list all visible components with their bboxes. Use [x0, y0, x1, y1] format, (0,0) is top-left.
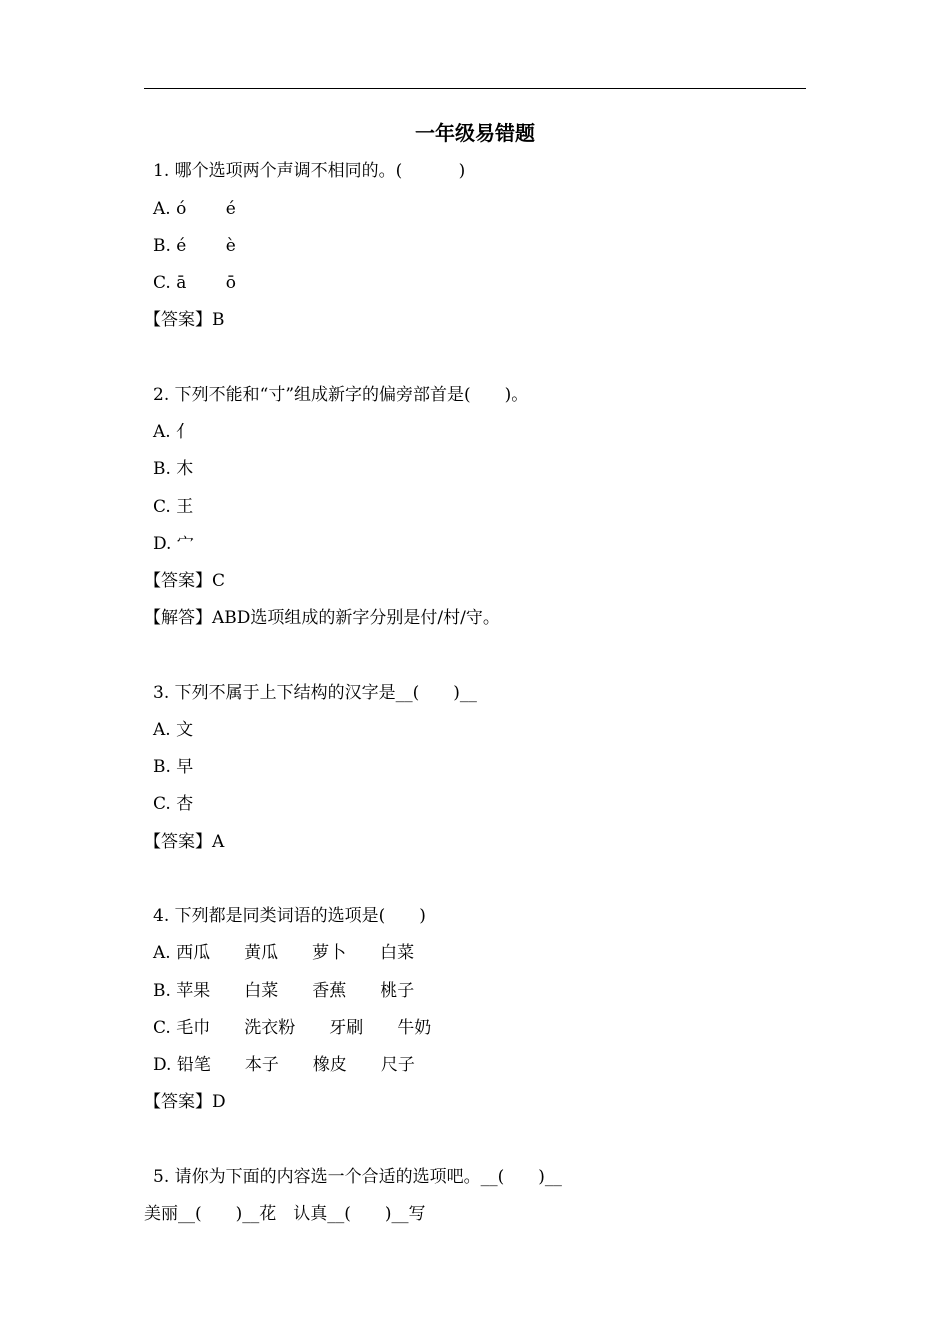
question-1-option-c: C. ā ō: [153, 273, 236, 293]
question-3-answer: 【答案】A: [144, 832, 225, 852]
question-4-option-a: A. 西瓜 黄瓜 萝卜 白菜: [153, 943, 415, 963]
question-2-stem: 2. 下列不能和“寸”组成新字的偏旁部首是( )。: [153, 385, 529, 405]
question-1-answer: 【答案】B: [144, 310, 225, 330]
question-4-answer: 【答案】D: [144, 1092, 226, 1112]
question-3-option-c: C. 杏: [153, 794, 194, 814]
question-2-option-c: C. 王: [153, 497, 194, 517]
question-2-option-b: B. 木: [153, 459, 194, 479]
question-4-option-c: C. 毛巾 洗衣粉 牙刷 牛奶: [153, 1018, 432, 1038]
question-4-option-b: B. 苹果 白菜 香蕉 桃子: [153, 981, 415, 1001]
question-4-stem: 4. 下列都是同类词语的选项是( ): [153, 906, 426, 926]
question-1-option-b: B. é è: [153, 236, 236, 256]
page-title: 一年级易错题: [415, 121, 535, 145]
question-3-stem: 3. 下列不属于上下结构的汉字是__( )__: [153, 683, 477, 703]
question-3-option-a: A. 文: [153, 720, 194, 740]
question-5-stem: 5. 请你为下面的内容选一个合适的选项吧。__( )__: [153, 1167, 562, 1187]
question-2-answer: 【答案】C: [144, 571, 226, 591]
question-2-option-a: A. 亻: [153, 422, 194, 442]
question-5-content: 美丽__( )__花 认真__( )__写: [144, 1204, 426, 1224]
question-1-option-a: A. ó é: [153, 199, 236, 219]
question-1-stem: 1. 哪个选项两个声调不相同的。( ): [153, 161, 466, 181]
question-4-option-d: D. 铅笔 本子 橡皮 尺子: [153, 1055, 415, 1075]
question-2-explanation: 【解答】ABD选项组成的新字分别是付/村/守。: [144, 608, 500, 628]
header-rule: [144, 88, 806, 89]
question-3-option-b: B. 早: [153, 757, 194, 777]
question-2-option-d: D. 宀: [153, 534, 194, 554]
